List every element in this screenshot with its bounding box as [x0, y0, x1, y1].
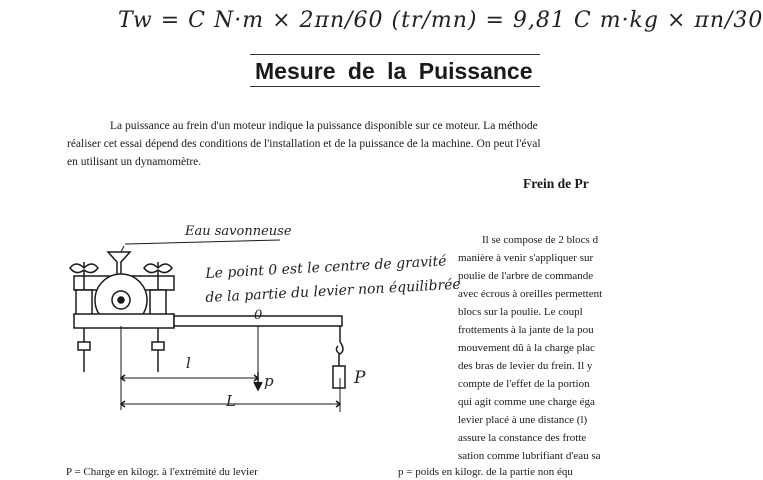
- eau-savonneuse-label: Eau savonneuse: [185, 224, 292, 239]
- label-p-small: p: [264, 372, 274, 390]
- column-line-5: blocs sur la poulie. Le coupl: [458, 306, 583, 318]
- weight-P: [333, 366, 345, 388]
- column-line-10: qui agit comme une charge éga: [458, 396, 595, 408]
- column-line-11: levier placé à une distance (l): [458, 414, 588, 426]
- lower-bar: [74, 314, 174, 328]
- funnel-shape: [108, 252, 130, 276]
- legend-p: p = poids en kilogr. de la partie non équ: [398, 466, 573, 478]
- column-line-8: des bras de levier du frein. Il y: [458, 360, 593, 372]
- column-line-9: compte de l'effet de la portion: [458, 378, 590, 390]
- section-heading: Frein de Pr: [523, 176, 589, 191]
- label-l: l: [186, 354, 191, 372]
- column-line-13: sation comme lubrifiant d'eau sa: [458, 450, 601, 462]
- column-line-1: Il se compose de 2 blocs d: [482, 234, 599, 246]
- column-line-12: assure la constance des frotte: [458, 432, 587, 444]
- label-P: P: [354, 368, 366, 388]
- legend-P: P = Charge en kilogr. à l'extrémité du levier: [66, 466, 258, 478]
- intro-line-2: réaliser cet essai dépend des conditions de l'installation et de la puissance de la machine. On peut l'éval: [67, 138, 541, 150]
- label-point-o: 0: [254, 308, 263, 323]
- handwritten-formula: Tw = C N·m × 2πn/60 (tr/mn) = 9,81 C m·kg × πn/30: [118, 8, 763, 33]
- label-L: L: [226, 392, 236, 410]
- note-line-2: de la partie du levier non équilibrée: [205, 276, 462, 306]
- note-line-1: Le point 0 est le centre de gravité: [205, 253, 447, 282]
- intro-line-1: La puissance au frein d'un moteur indique la puissance disponible sur ce moteur. La méthode: [110, 120, 538, 132]
- page-title: Mesure de la Puissance: [255, 58, 533, 84]
- column-line-6: frottements à la jante de la pou: [458, 324, 594, 336]
- column-line-7: mouvement dû à la charge plac: [458, 342, 595, 354]
- column-line-2: manière à venir s'appliquer sur: [458, 252, 594, 264]
- column-line-4: avec écrous à oreilles permettent: [458, 288, 603, 300]
- intro-line-3: en utilisant un dynamomètre.: [67, 156, 202, 168]
- column-line-3: poulie de l'arbre de commande: [458, 270, 594, 282]
